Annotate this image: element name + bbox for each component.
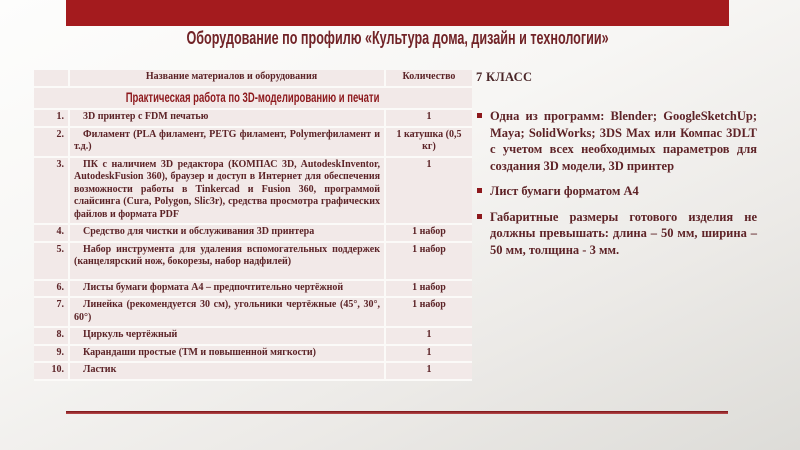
row-number: 8. bbox=[34, 328, 70, 346]
subheader-cell bbox=[34, 88, 472, 111]
table-row bbox=[34, 110, 472, 128]
row-name: Линейка (рекомендуется 30 см), угольники чертёжные (45°, 30°, 60°) bbox=[70, 298, 386, 328]
row-name: Средство для чистки и обслуживания 3D принтера bbox=[70, 225, 386, 243]
row-qty: 1 набор bbox=[386, 281, 472, 299]
bullet-text: Лист бумаги форматом А4 bbox=[490, 184, 639, 198]
row-number: 6. bbox=[34, 281, 70, 299]
table-body bbox=[34, 110, 472, 381]
row-qty: 1 катушка (0,5 кг) bbox=[386, 128, 472, 158]
table-row bbox=[34, 363, 472, 381]
row-name: Циркуль чертёжный bbox=[70, 328, 386, 346]
row-qty: 1 набор bbox=[386, 243, 472, 281]
header-number-cell bbox=[34, 70, 70, 88]
table-row bbox=[34, 158, 472, 226]
row-number: 3. bbox=[34, 158, 70, 226]
list-item bbox=[476, 183, 757, 200]
title-area bbox=[66, 28, 729, 49]
bullet-square-icon bbox=[477, 188, 482, 193]
list-item bbox=[476, 209, 757, 259]
subheader-text: Практическая работа по 3D-моделированию и печати bbox=[126, 88, 380, 105]
row-qty: 1 bbox=[386, 346, 472, 364]
bullet-text: Габаритные размеры готового изделия не должны превышать: длина – 50 мм, ширина – 50 мм, толщина - 3 мм. bbox=[490, 209, 757, 257]
table-row bbox=[34, 346, 472, 364]
bullet-square-icon bbox=[477, 214, 482, 219]
row-name: 3D принтер с FDM печатью bbox=[70, 110, 386, 128]
bullet-square-icon bbox=[477, 113, 482, 118]
top-red-band bbox=[66, 0, 729, 26]
row-qty: 1 bbox=[386, 110, 472, 128]
row-name: ПК с наличием 3D редактора (КОМПАС 3D, AutodeskInventor, AutodeskFusion 360), браузер и доступ в Интернет для обеспечения возможности работы в Tinkercad и Fusion 360, программой слайсинга (Cura, Polygon, Slic3r), средства просмотра графических файлов и формата PDF bbox=[70, 158, 386, 226]
slide-title: Оборудование по профилю «Культура дома, дизайн и технологии» bbox=[186, 28, 609, 48]
row-name: Ластик bbox=[70, 363, 386, 381]
table-row bbox=[34, 128, 472, 158]
row-name: Филамент (PLA филамент, PETG филамент, Polymerфиламент и т.д.) bbox=[70, 128, 386, 158]
header-qty-cell: Количество bbox=[386, 70, 472, 88]
table-row bbox=[34, 281, 472, 299]
row-qty: 1 набор bbox=[386, 225, 472, 243]
table-row bbox=[34, 225, 472, 243]
grade-panel bbox=[476, 70, 757, 267]
row-number: 1. bbox=[34, 110, 70, 128]
equipment-table bbox=[34, 70, 472, 381]
row-number: 9. bbox=[34, 346, 70, 364]
row-name: Набор инструмента для удаления вспомогательных поддержек (канцелярский нож, бокорезы, набор надфилей) bbox=[70, 243, 386, 281]
bottom-divider-line bbox=[66, 411, 728, 414]
row-qty: 1 bbox=[386, 158, 472, 226]
row-name: Листы бумаги формата А4 – предпочтительно чертёжной bbox=[70, 281, 386, 299]
row-number: 4. bbox=[34, 225, 70, 243]
row-number: 7. bbox=[34, 298, 70, 328]
table-row bbox=[34, 298, 472, 328]
row-number: 5. bbox=[34, 243, 70, 281]
table-header-row bbox=[34, 70, 472, 88]
bullet-text: Одна из программ: Blender; GoogleSketchUp; Maya; SolidWorks; 3DS Max или Компас 3DLT с учетом всех необходимых параметров для создания 3D модели, 3D принтер bbox=[490, 109, 757, 173]
grade-heading: 7 КЛАСС bbox=[476, 70, 533, 84]
table-subheader-row bbox=[34, 88, 472, 111]
row-name: Карандаши простые (ТМ и повышенной мягкости) bbox=[70, 346, 386, 364]
header-name-cell: Название материалов и оборудования bbox=[70, 70, 386, 88]
table-row bbox=[34, 243, 472, 281]
table-head bbox=[34, 70, 472, 110]
row-qty: 1 набор bbox=[386, 298, 472, 328]
row-number: 2. bbox=[34, 128, 70, 158]
list-item bbox=[476, 108, 757, 174]
row-number: 10. bbox=[34, 363, 70, 381]
table-row bbox=[34, 328, 472, 346]
row-qty: 1 bbox=[386, 363, 472, 381]
row-qty: 1 bbox=[386, 328, 472, 346]
